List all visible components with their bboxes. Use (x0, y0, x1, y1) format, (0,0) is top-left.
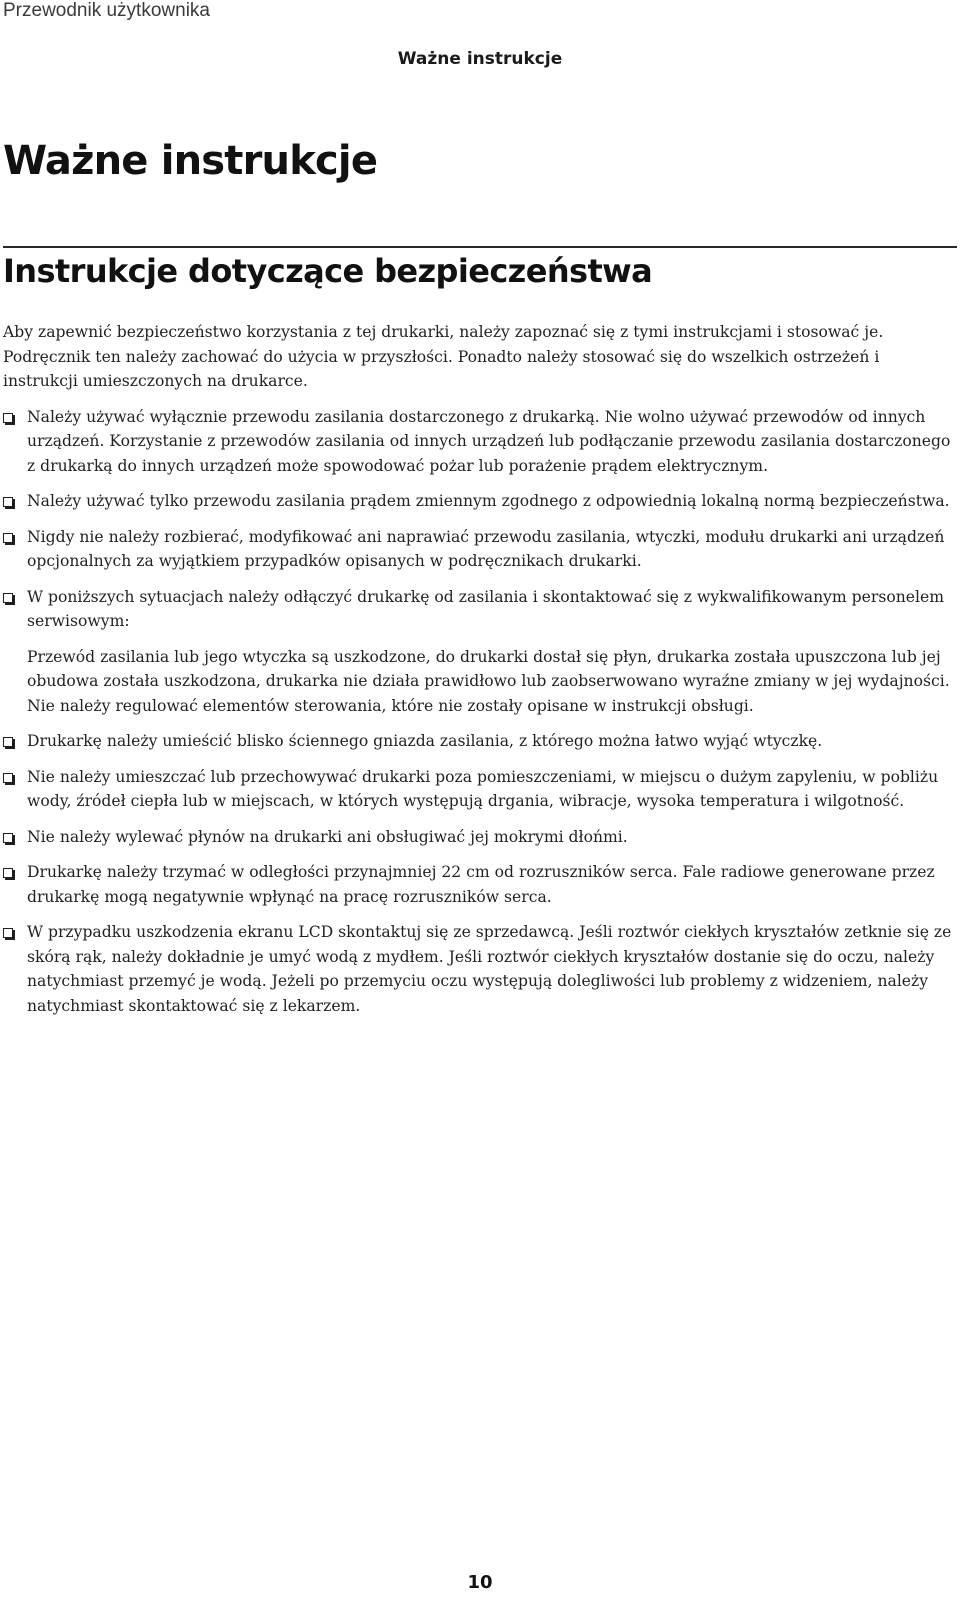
checkbox-bullet-icon (3, 868, 13, 878)
chapter-divider (3, 246, 957, 248)
list-item-text: Nie należy wylewać płynów na drukarki ani obsługiwać jej mokrymi dłońmi. (27, 827, 628, 846)
list-item (3, 765, 956, 814)
list-item-text: Należy używać wyłącznie przewodu zasilania dostarczonego z drukarką. Nie wolno używać przewodów od innych urządzeń. Korzystanie z przewodów zasilania od innych urządzeń lub podłączanie przewodu zasilania dostarczonego z drukarką do innych urządzeń może spowodować pożar lub porażenie prądem elektrycznym. (27, 407, 951, 475)
list-item-subparagraph: Przewód zasilania lub jego wtyczka są uszkodzone, do drukarki dostał się płyn, drukarka została upuszczona lub jej obudowa została uszkodzona, drukarka nie działa prawidłowo lub zaobserwowano wyraźne zmiany w jej wydajności. Nie należy regulować elementów sterowania, które nie zostały opisane w instrukcji obsługi. (27, 647, 950, 715)
list-item-text: Należy używać tylko przewodu zasilania prądem zmiennym zgodnego z odpowiednią lokalną normą bezpieczeństwa. (27, 492, 950, 510)
list-item (3, 585, 956, 719)
checkbox-bullet-icon (3, 833, 13, 843)
list-item (3, 825, 956, 850)
chapter-title: Ważne instrukcje (3, 138, 378, 184)
safety-instructions-list (3, 405, 956, 1019)
list-item-text: W przypadku uszkodzenia ekranu LCD skontaktuj się ze sprzedawcą. Jeśli roztwór ciekłych kryształów zetknie się ze skórą rąk, należy dokładnie je umyć wodą z mydłem. Jeśli roztwór ciekłych kryształów dostanie się do oczu, należy natychmiast przemyć je wodą. Jeżeli po przemyciu oczu występują dolegliwości lub problemy z widzeniem, należy natychmiast skontaktować się z lekarzem. (27, 923, 952, 1015)
list-item-text: Nigdy nie należy rozbierać, modyfikować ani naprawiać przewodu zasilania, wtyczki, modułu drukarki ani urządzeń opcjonalnych za wyjątkiem przypadków opisanych w podręcznikach drukarki. (27, 527, 945, 570)
checkbox-bullet-icon (3, 928, 13, 938)
checkbox-bullet-icon (3, 533, 13, 543)
list-item (3, 729, 956, 754)
checkbox-bullet-icon (3, 413, 13, 423)
checkbox-bullet-icon (3, 497, 13, 507)
page-content (3, 320, 956, 1029)
list-item (3, 920, 956, 1018)
checkbox-bullet-icon (3, 773, 13, 783)
list-item-text: Nie należy umieszczać lub przechowywać drukarki poza pomieszczeniami, w miejscu o dużym zapyleniu, w pobliżu wody, źródeł ciepła lub w miejscach, w których występują drgania, wibracje, wysoka temperatura i wilgotność. (27, 767, 939, 810)
list-item (3, 525, 956, 574)
intro-paragraph: Aby zapewnić bezpieczeństwo korzystania z tej drukarki, należy zapoznać się z tymi instrukcjami i stosować je. Podręcznik ten należy zachować do użycia w przyszłości. Ponadto należy stosować się do wszelkich ostrzeżeń i instrukcji umieszczonych na drukarce. (3, 323, 884, 390)
list-item-text: W poniższych sytuacjach należy odłączyć drukarkę od zasilania i skontaktować się z wykwalifikowanym personelem serwisowym: (27, 587, 945, 630)
page-number: 10 (467, 1572, 493, 1593)
list-item-text: Drukarkę należy umieścić blisko ściennego gniazda zasilania, z którego można łatwo wyjąć wtyczkę. (27, 732, 823, 750)
section-title: Instrukcje dotyczące bezpieczeństwa (3, 252, 653, 290)
section-marker: Ważne instrukcje (397, 49, 563, 69)
list-item (3, 405, 956, 479)
checkbox-bullet-icon (3, 593, 13, 603)
list-item-text: Drukarkę należy trzymać w odległości przynajmniej 22 cm od rozruszników serca. Fale radiowe generowane przez drukarkę mogą negatywnie wpłynąć na pracę rozruszników serca. (27, 863, 935, 906)
list-item (3, 860, 956, 909)
running-header: Przewodnik użytkownika (3, 0, 210, 21)
checkbox-bullet-icon (3, 737, 13, 747)
list-item (3, 489, 956, 514)
